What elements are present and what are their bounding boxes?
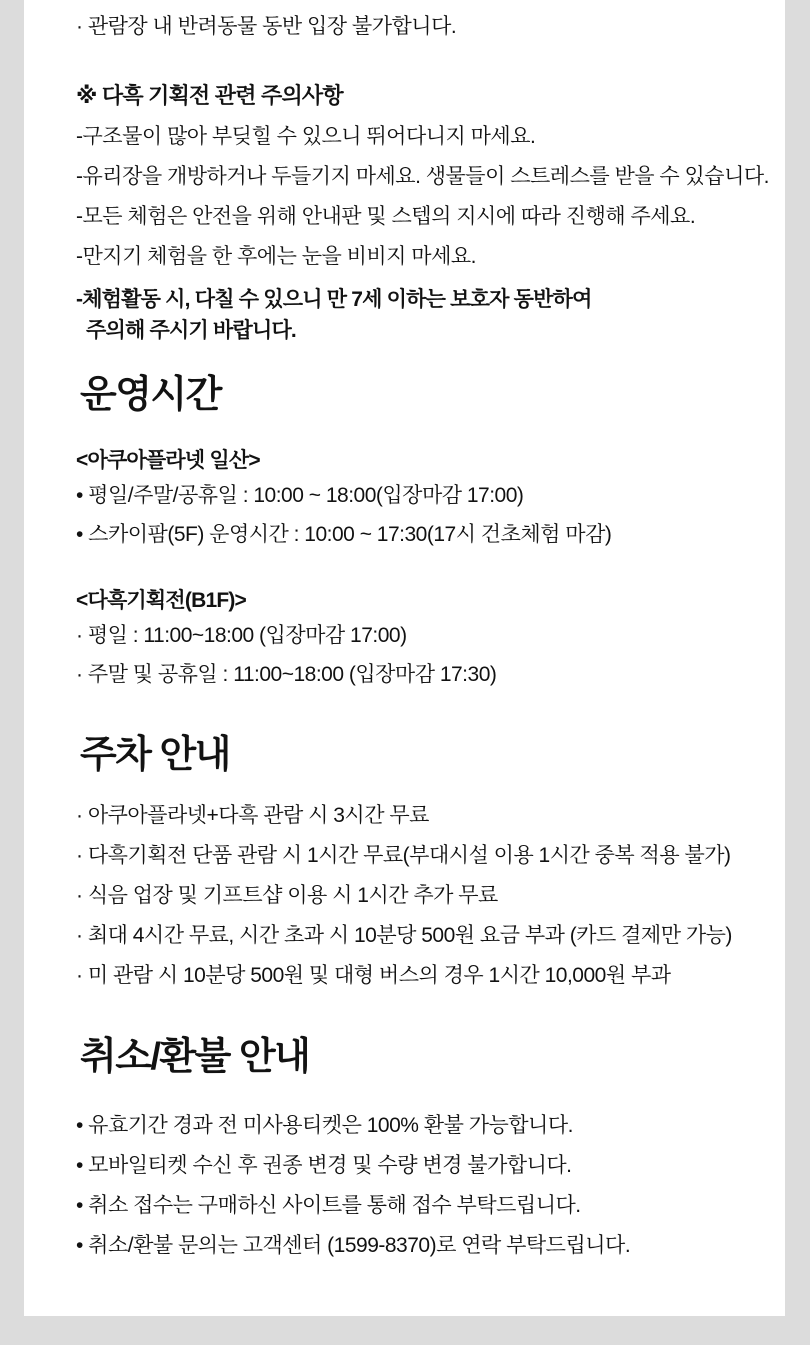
refund-item: • 취소 접수는 구매하신 사이트를 통해 접수 부탁드립니다. — [76, 1194, 581, 1217]
caution-item: -유리장을 개방하거나 두들기지 마세요. 생물들이 스트레스를 받을 수 있습니다. — [76, 165, 769, 188]
notice-content — [24, 0, 785, 1266]
caution-section-title: ※ 다흑 기획전 관련 주의사항 — [76, 83, 343, 108]
refund-item: • 유효기간 경과 전 미사용티켓은 100% 환불 가능합니다. — [76, 1114, 573, 1137]
hours-section-heading: 운영시간 — [80, 374, 221, 416]
hours-venue1-list — [76, 476, 779, 554]
parking-item: · 최대 4시간 무료, 시간 초과 시 10분당 500원 요금 부과 (카드 결제만 가능) — [76, 924, 732, 947]
hours-item: · 주말 및 공휴일 : 11:00~18:00 (입장마감 17:30) — [76, 663, 497, 686]
caution-item: -만지기 체험을 한 후에는 눈을 비비지 마세요. — [76, 245, 476, 268]
parking-item: · 미 관람 시 10분당 500원 및 대형 버스의 경우 1시간 10,000원 부과 — [76, 964, 671, 987]
hours-venue1-title: <아쿠아플라넷 일산> — [76, 449, 260, 472]
hours-item: · 평일 : 11:00~18:00 (입장마감 17:00) — [76, 624, 407, 647]
notice-content-card — [24, 0, 785, 1316]
parking-item: · 식음 업장 및 기프트샵 이용 시 1시간 추가 무료 — [76, 884, 498, 907]
pet-policy-line: · 관람장 내 반려동물 동반 입장 불가합니다. — [76, 15, 457, 38]
parking-item: · 아쿠아플라넷+다흑 관람 시 3시간 무료 — [76, 804, 429, 827]
refund-section-heading: 취소/환불 안내 — [80, 1036, 310, 1078]
refund-item: • 취소/환불 문의는 고객센터 (1599-8370)로 연락 부탁드립니다. — [76, 1234, 631, 1257]
hours-venue2-title: <다흑기획전(B1F)> — [76, 589, 247, 612]
hours-venue2-list — [76, 616, 779, 694]
parking-item: · 다흑기획전 단품 관람 시 1시간 무료(부대시설 이용 1시간 중복 적용 불가) — [76, 844, 731, 867]
caution-item: -모든 체험은 안전을 위해 안내판 및 스텝의 지시에 따라 진행해 주세요. — [76, 205, 696, 228]
refund-list — [76, 1106, 779, 1266]
caution-list — [76, 117, 779, 277]
caution-item: -구조물이 많아 부딪힐 수 있으니 뛰어다니지 마세요. — [76, 125, 536, 148]
refund-item: • 모바일티켓 수신 후 권종 변경 및 수량 변경 불가합니다. — [76, 1154, 572, 1177]
parking-list — [76, 796, 779, 996]
hours-item: • 평일/주말/공휴일 : 10:00 ~ 18:00(입장마감 17:00) — [76, 484, 524, 507]
caution-guardian-note-line2: 주의해 주시기 바랍니다. — [86, 319, 296, 342]
caution-guardian-note-line1: -체험활동 시, 다칠 수 있으니 만 7세 이하는 보호자 동반하여 — [76, 288, 592, 311]
parking-section-heading: 주차 안내 — [80, 734, 230, 776]
caution-guardian-note — [76, 284, 779, 346]
hours-item: • 스카이팜(5F) 운영시간 : 10:00 ~ 17:30(17시 건초체험 마감) — [76, 523, 612, 546]
